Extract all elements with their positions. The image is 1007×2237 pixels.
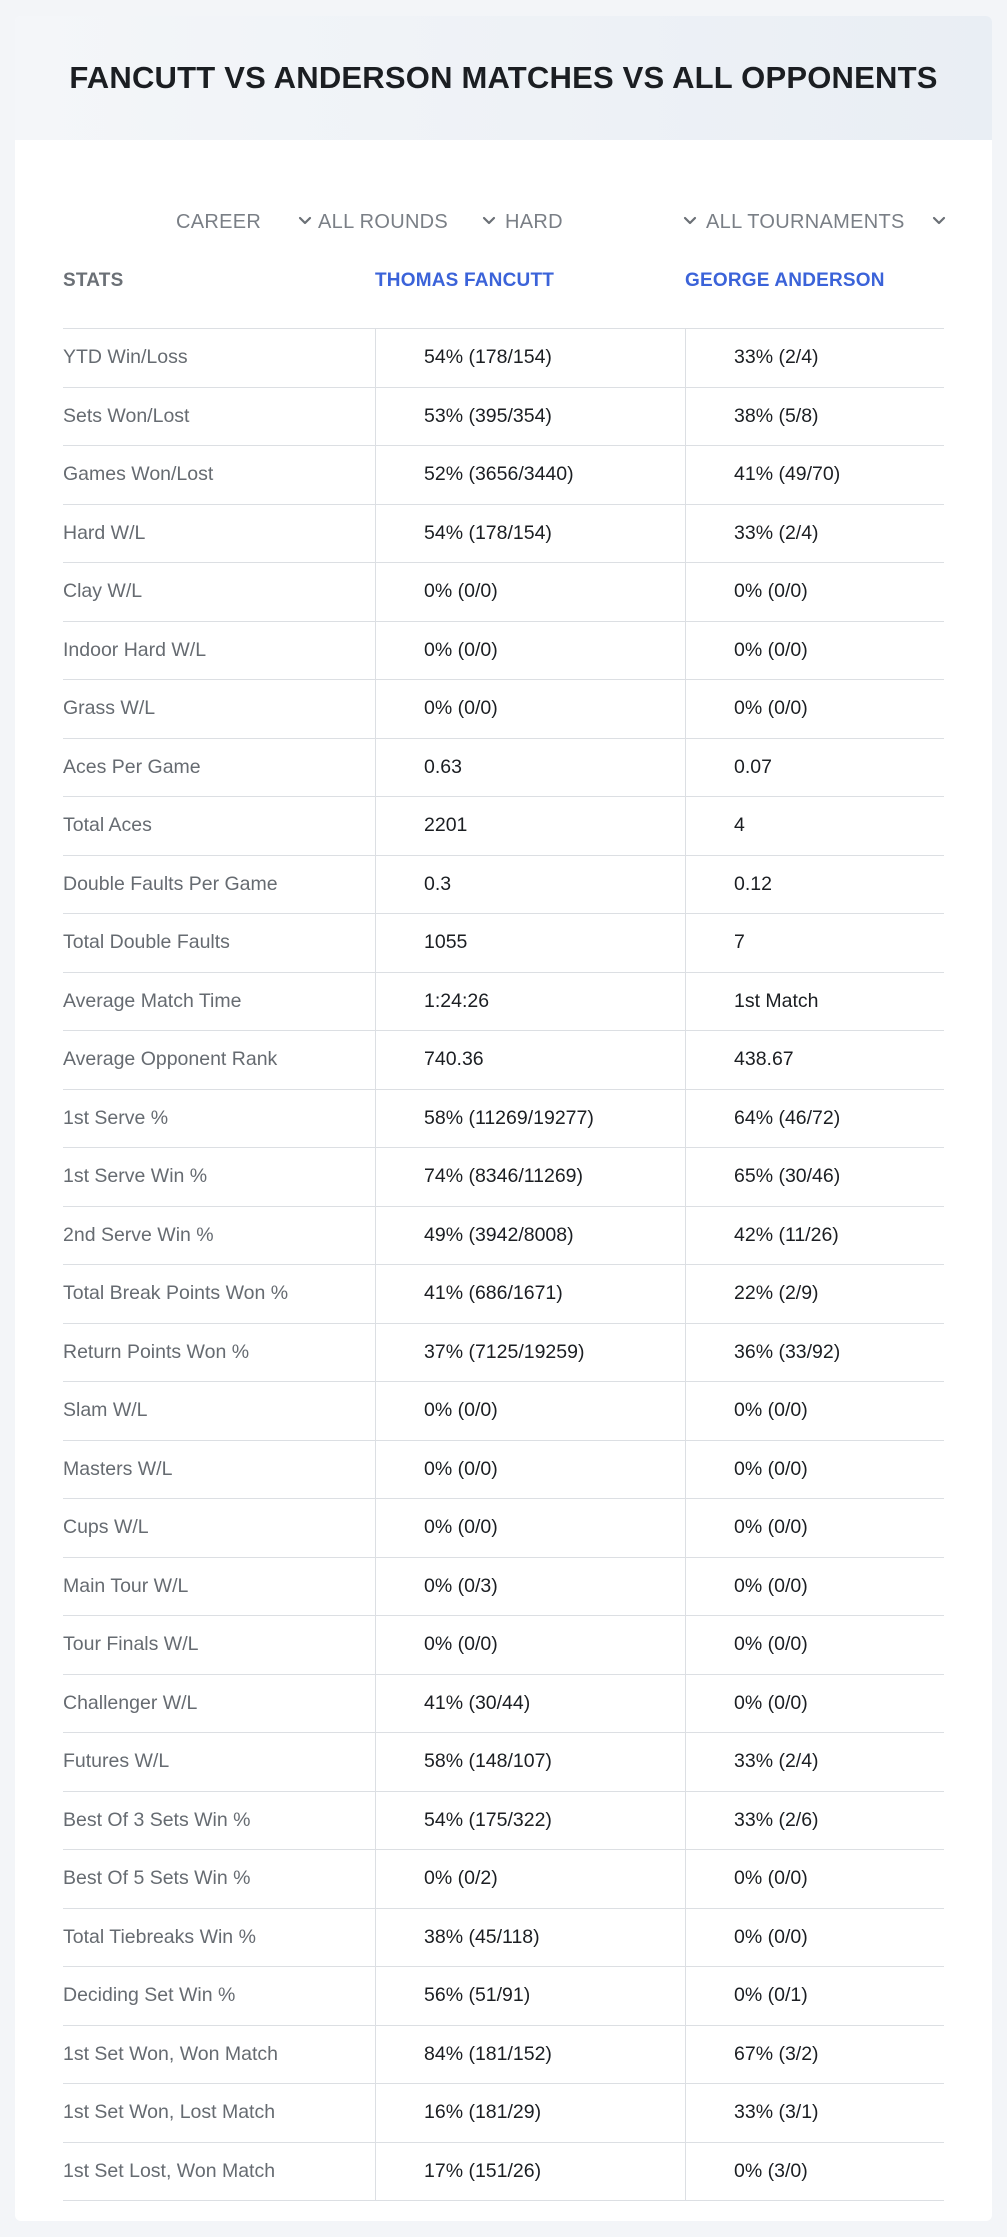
column-header-player2[interactable]: GEORGE ANDERSON	[685, 270, 885, 291]
player1-value: 84% (181/152)	[375, 2026, 685, 2084]
stat-label: 1st Set Lost, Won Match	[63, 2159, 276, 2182]
stat-label: Indoor Hard W/L	[63, 638, 207, 661]
page-title: FANCUTT VS ANDERSON MATCHES VS ALL OPPONENTS	[69, 60, 938, 95]
filter-rounds-select[interactable]	[318, 206, 500, 238]
table-row	[63, 1441, 944, 1500]
player2-value: 7	[685, 914, 944, 972]
player1-value: 0.3	[375, 856, 685, 914]
stat-label: Average Match Time	[63, 989, 242, 1012]
chevron-down-icon	[480, 212, 498, 230]
stat-label: Double Faults Per Game	[63, 872, 278, 895]
player2-value: 0% (0/0)	[685, 1558, 944, 1616]
stat-label: Total Double Faults	[63, 931, 230, 954]
stats-table	[63, 248, 944, 2201]
stat-label: Total Tiebreaks Win %	[63, 1925, 256, 1948]
player1-value: 17% (151/26)	[375, 2143, 685, 2201]
player1-value: 53% (395/354)	[375, 388, 685, 446]
table-row	[63, 797, 944, 856]
filter-tournaments-select[interactable]	[706, 206, 956, 238]
filter-label: HARD	[505, 210, 563, 233]
player2-value: 0% (0/0)	[685, 1382, 944, 1440]
table-header	[63, 248, 944, 328]
player1-value: 16% (181/29)	[375, 2084, 685, 2142]
player1-value: 0% (0/3)	[375, 1558, 685, 1616]
stat-label: Futures W/L	[63, 1750, 170, 1773]
player2-value: 33% (2/6)	[685, 1792, 944, 1850]
player2-value: 0% (0/0)	[685, 622, 944, 680]
table-row	[63, 2143, 944, 2202]
column-header-player1[interactable]: THOMAS FANCUTT	[375, 270, 555, 291]
chevron-down-icon	[930, 212, 948, 230]
player1-value: 58% (11269/19277)	[375, 1090, 685, 1148]
stat-label: Hard W/L	[63, 521, 146, 544]
player2-value: 0% (0/0)	[685, 680, 944, 738]
player1-value: 2201	[375, 797, 685, 855]
table-row	[63, 2084, 944, 2143]
stat-label: 1st Set Won, Won Match	[63, 2042, 278, 2065]
filter-bar	[15, 192, 992, 248]
table-row	[63, 1792, 944, 1851]
table-row	[63, 1616, 944, 1675]
player1-value: 54% (178/154)	[375, 505, 685, 563]
table-row	[63, 388, 944, 447]
table-row	[63, 2026, 944, 2085]
table-row	[63, 1148, 944, 1207]
table-row	[63, 1850, 944, 1909]
player2-value: 0% (0/0)	[685, 1850, 944, 1908]
player1-value: 52% (3656/3440)	[375, 446, 685, 504]
stat-label: Total Break Points Won %	[63, 1282, 289, 1305]
player2-value: 41% (49/70)	[685, 446, 944, 504]
player2-value: 0% (0/0)	[685, 563, 944, 621]
stat-label: Masters W/L	[63, 1457, 173, 1480]
table-body	[63, 328, 944, 2201]
table-row	[63, 1382, 944, 1441]
player1-value: 54% (178/154)	[375, 329, 685, 387]
stat-label: 1st Serve Win %	[63, 1165, 208, 1188]
table-row	[63, 1909, 944, 1968]
player2-value: 33% (2/4)	[685, 1733, 944, 1791]
stat-label: Sets Won/Lost	[63, 404, 190, 427]
chevron-down-icon	[296, 212, 314, 230]
filter-label: ALL TOURNAMENTS	[706, 210, 905, 233]
stat-label: Slam W/L	[63, 1399, 148, 1422]
page-header	[15, 16, 992, 140]
table-row	[63, 973, 944, 1032]
chevron-down-icon	[681, 212, 699, 230]
table-row	[63, 563, 944, 622]
player1-value: 41% (30/44)	[375, 1675, 685, 1733]
player2-value: 438.67	[685, 1031, 944, 1089]
player2-value: 0.07	[685, 739, 944, 797]
table-row	[63, 1090, 944, 1149]
table-row	[63, 1265, 944, 1324]
stat-label: 1st Serve %	[63, 1106, 169, 1129]
player2-value: 0% (0/0)	[685, 1675, 944, 1733]
table-row	[63, 329, 944, 388]
stat-label: Deciding Set Win %	[63, 1984, 236, 2007]
player1-value: 41% (686/1671)	[375, 1265, 685, 1323]
player2-value: 33% (2/4)	[685, 505, 944, 563]
stat-label: Return Points Won %	[63, 1340, 250, 1363]
player2-value: 42% (11/26)	[685, 1207, 944, 1265]
player1-value: 0% (0/0)	[375, 1616, 685, 1674]
table-row	[63, 1675, 944, 1734]
table-row	[63, 622, 944, 681]
column-header-stats: STATS	[63, 270, 124, 291]
player1-value: 0% (0/0)	[375, 1382, 685, 1440]
player2-value: 65% (30/46)	[685, 1148, 944, 1206]
player1-value: 54% (175/322)	[375, 1792, 685, 1850]
player2-value: 33% (3/1)	[685, 2084, 944, 2142]
stat-label: 1st Set Won, Lost Match	[63, 2101, 276, 2124]
table-row	[63, 446, 944, 505]
player2-value: 0% (3/0)	[685, 2143, 944, 2201]
player2-value: 36% (33/92)	[685, 1324, 944, 1382]
player1-value: 38% (45/118)	[375, 1909, 685, 1967]
player2-value: 67% (3/2)	[685, 2026, 944, 2084]
player2-value: 1st Match	[685, 973, 944, 1031]
filter-label: CAREER	[176, 210, 262, 233]
table-row	[63, 739, 944, 798]
stat-label: YTD Win/Loss	[63, 346, 188, 369]
player2-value: 4	[685, 797, 944, 855]
table-row	[63, 1967, 944, 2026]
stat-label: Best Of 5 Sets Win %	[63, 1867, 251, 1890]
stat-label: Main Tour W/L	[63, 1574, 189, 1597]
stats-card	[15, 16, 992, 2221]
stat-label: Tour Finals W/L	[63, 1633, 199, 1656]
player1-value: 74% (8346/11269)	[375, 1148, 685, 1206]
stat-label: 2nd Serve Win %	[63, 1223, 214, 1246]
player2-value: 64% (46/72)	[685, 1090, 944, 1148]
player1-value: 740.36	[375, 1031, 685, 1089]
stat-label: Grass W/L	[63, 697, 156, 720]
stat-label: Challenger W/L	[63, 1691, 198, 1714]
player1-value: 0% (0/0)	[375, 680, 685, 738]
table-row	[63, 1324, 944, 1383]
stat-label: Cups W/L	[63, 1516, 149, 1539]
player1-value: 0% (0/0)	[375, 1499, 685, 1557]
player2-value: 0% (0/0)	[685, 1616, 944, 1674]
player1-value: 37% (7125/19259)	[375, 1324, 685, 1382]
player1-value: 0% (0/0)	[375, 622, 685, 680]
player2-value: 38% (5/8)	[685, 388, 944, 446]
player1-value: 1055	[375, 914, 685, 972]
table-row	[63, 1499, 944, 1558]
filter-surface-select[interactable]	[505, 206, 705, 238]
table-row	[63, 1207, 944, 1266]
player2-value: 22% (2/9)	[685, 1265, 944, 1323]
player2-value: 33% (2/4)	[685, 329, 944, 387]
player2-value: 0% (0/1)	[685, 1967, 944, 2025]
stat-label: Clay W/L	[63, 580, 143, 603]
player2-value: 0.12	[685, 856, 944, 914]
table-row	[63, 1733, 944, 1792]
table-row	[63, 1031, 944, 1090]
table-row	[63, 914, 944, 973]
player1-value: 49% (3942/8008)	[375, 1207, 685, 1265]
player1-value: 0% (0/0)	[375, 1441, 685, 1499]
table-row	[63, 856, 944, 915]
player1-value: 0% (0/0)	[375, 563, 685, 621]
player1-value: 56% (51/91)	[375, 1967, 685, 2025]
table-row	[63, 1558, 944, 1617]
player1-value: 0.63	[375, 739, 685, 797]
filter-label: ALL ROUNDS	[318, 210, 449, 233]
player2-value: 0% (0/0)	[685, 1909, 944, 1967]
player1-value: 0% (0/2)	[375, 1850, 685, 1908]
player1-value: 1:24:26	[375, 973, 685, 1031]
stat-label: Best Of 3 Sets Win %	[63, 1808, 251, 1831]
filter-career-select[interactable]	[176, 206, 318, 238]
stat-label: Total Aces	[63, 814, 152, 837]
stat-label: Games Won/Lost	[63, 463, 214, 486]
table-row	[63, 505, 944, 564]
player1-value: 58% (148/107)	[375, 1733, 685, 1791]
stat-label: Average Opponent Rank	[63, 1048, 278, 1071]
stat-label: Aces Per Game	[63, 755, 201, 778]
player2-value: 0% (0/0)	[685, 1441, 944, 1499]
player2-value: 0% (0/0)	[685, 1499, 944, 1557]
table-row	[63, 680, 944, 739]
